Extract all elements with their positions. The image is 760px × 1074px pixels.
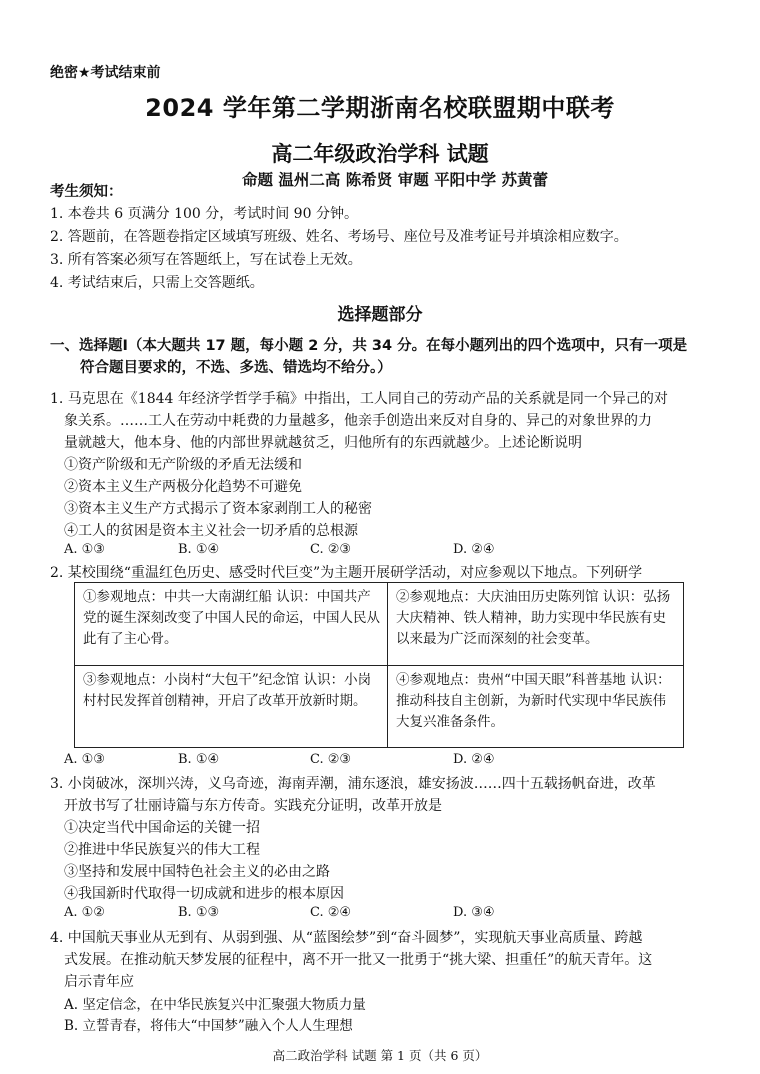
q3-statement: ③坚持和发展中国特色社会主义的必由之路 xyxy=(64,864,330,880)
q2-option-a: A. ①③ xyxy=(64,752,105,767)
q1-option-b: B. ①④ xyxy=(178,542,220,557)
part-instructions: 符合题目要求的，不选、多选、错选均不给分。） xyxy=(80,360,392,376)
q1-statement: ③资本主义生产方式揭示了资本家剥削工人的秘密 xyxy=(64,501,372,517)
notice-item: 1. 本卷共 6 页满分 100 分，考试时间 90 分钟。 xyxy=(50,206,358,222)
exam-authors: 命题 温州二高 陈希贤 审题 平阳中学 苏黄蕾 xyxy=(242,171,548,189)
notice-item: 4. 考试结束后，只需上交答题纸。 xyxy=(50,275,264,291)
q1-option-c: C. ②③ xyxy=(310,542,352,557)
q1-statement: ①资产阶级和无产阶级的矛盾无法缓和 xyxy=(64,457,302,473)
q1-stem: 1. 马克思在《1844 年经济学哲学手稿》中指出，工人同自己的劳动产品的关系就是同一个异己的对 xyxy=(50,391,668,407)
q1-stem: 象关系。……工人在劳动中耗费的力量越多，他亲手创造出来反对自身的、异己的对象世界的力 xyxy=(64,413,652,429)
q1-option-a: A. ①③ xyxy=(64,542,105,557)
notice-heading: 考生须知： xyxy=(50,184,123,200)
q1-statement: ②资本主义生产两极分化趋势不可避免 xyxy=(64,479,302,495)
q3-option-c: C. ②④ xyxy=(310,905,352,920)
q3-statement: ④我国新时代取得一切成就和进步的根本原因 xyxy=(64,886,344,902)
q4-choice-a: A. 坚定信念，在中华民族复兴中汇聚强大物质力量 xyxy=(64,997,366,1013)
notice-item: 3. 所有答案必须写在答题纸上，写在试卷上无效。 xyxy=(50,252,362,268)
q3-option-d: D. ③④ xyxy=(453,905,495,920)
q4-stem: 式发展。在推动航天梦发展的征程中，离不开一批又一批勇于“挑大梁、担重任”的航天青年。这 xyxy=(64,952,653,968)
exam-title: 2024 学年第二学期浙南名校联盟期中联考 xyxy=(145,94,615,122)
q2-table-cell: ③参观地点：小岗村“大包干”纪念馆 认识：小岗村村民发挥首创精神，开启了改革开放新时期。 xyxy=(75,665,388,748)
q3-option-b: B. ①③ xyxy=(178,905,220,920)
q4-choice-b: B. 立誓青春，将伟大“中国梦”融入个人人生理想 xyxy=(64,1018,353,1034)
q2-table-cell: ④参观地点：贵州“中国天眼”科普基地 认识：推动科技自主创新，为新时代实现中华民族伟大复兴准备条件。 xyxy=(388,665,684,748)
q2-table xyxy=(74,582,684,748)
q1-option-d: D. ②④ xyxy=(453,542,495,557)
q3-statement: ②推进中华民族复兴的伟大工程 xyxy=(64,842,260,858)
q2-option-d: D. ②④ xyxy=(453,752,495,767)
part-instructions: 一、选择题Ⅰ（本大题共 17 题，每小题 2 分，共 34 分。在每小题列出的四个选项中，只有一项是 xyxy=(50,338,688,354)
q3-stem: 开放书写了壮丽诗篇与东方传奇。实践充分证明，改革开放是 xyxy=(64,798,442,814)
q1-statement: ④工人的贫困是资本主义社会一切矛盾的总根源 xyxy=(64,523,358,539)
notice-item: 2. 答题前，在答题卷指定区域填写班级、姓名、考场号、座位号及准考证号并填涂相应数字。 xyxy=(50,229,628,245)
q2-table-cell: ①参观地点：中共一大南湖红船 认识：中国共产党的诞生深刻改变了中国人民的命运，中国人民从此有了主心骨。 xyxy=(75,583,388,666)
q3-stem: 3. 小岗破冰，深圳兴涛，义乌奇迹，海南弄潮，浦东逐浪，雄安扬波……四十五载扬帆奋进，改革 xyxy=(50,776,656,792)
exam-subtitle: 高二年级政治学科 试题 xyxy=(271,142,489,166)
q3-statement: ①决定当代中国命运的关键一招 xyxy=(64,820,260,836)
section-heading: 选择题部分 xyxy=(337,305,423,325)
q2-option-b: B. ①④ xyxy=(178,752,220,767)
q4-stem: 4. 中国航天事业从无到有、从弱到强、从“蓝图绘梦”到“奋斗圆梦”，实现航天事业高质量、跨越 xyxy=(50,930,643,946)
q2-option-c: C. ②③ xyxy=(310,752,352,767)
q2-table-cell: ②参观地点：大庆油田历史陈列馆 认识：弘扬大庆精神、铁人精神，助力实现中华民族有史以来最为广泛而深刻的社会变革。 xyxy=(388,583,684,666)
q2-stem: 2. 某校围绕“重温红色历史、感受时代巨变”为主题开展研学活动，对应参观以下地点。下列研学 xyxy=(50,565,643,581)
q1-stem: 量就越大，他本身、他的内部世界就越贫乏，归他所有的东西就越少。上述论断说明 xyxy=(64,435,582,451)
confidential-mark: 绝密★考试结束前 xyxy=(50,65,161,81)
q3-option-a: A. ①② xyxy=(64,905,105,920)
q4-stem: 启示青年应 xyxy=(64,974,134,990)
page-footer: 高二政治学科 试题 第 1 页（共 6 页） xyxy=(272,1048,488,1063)
